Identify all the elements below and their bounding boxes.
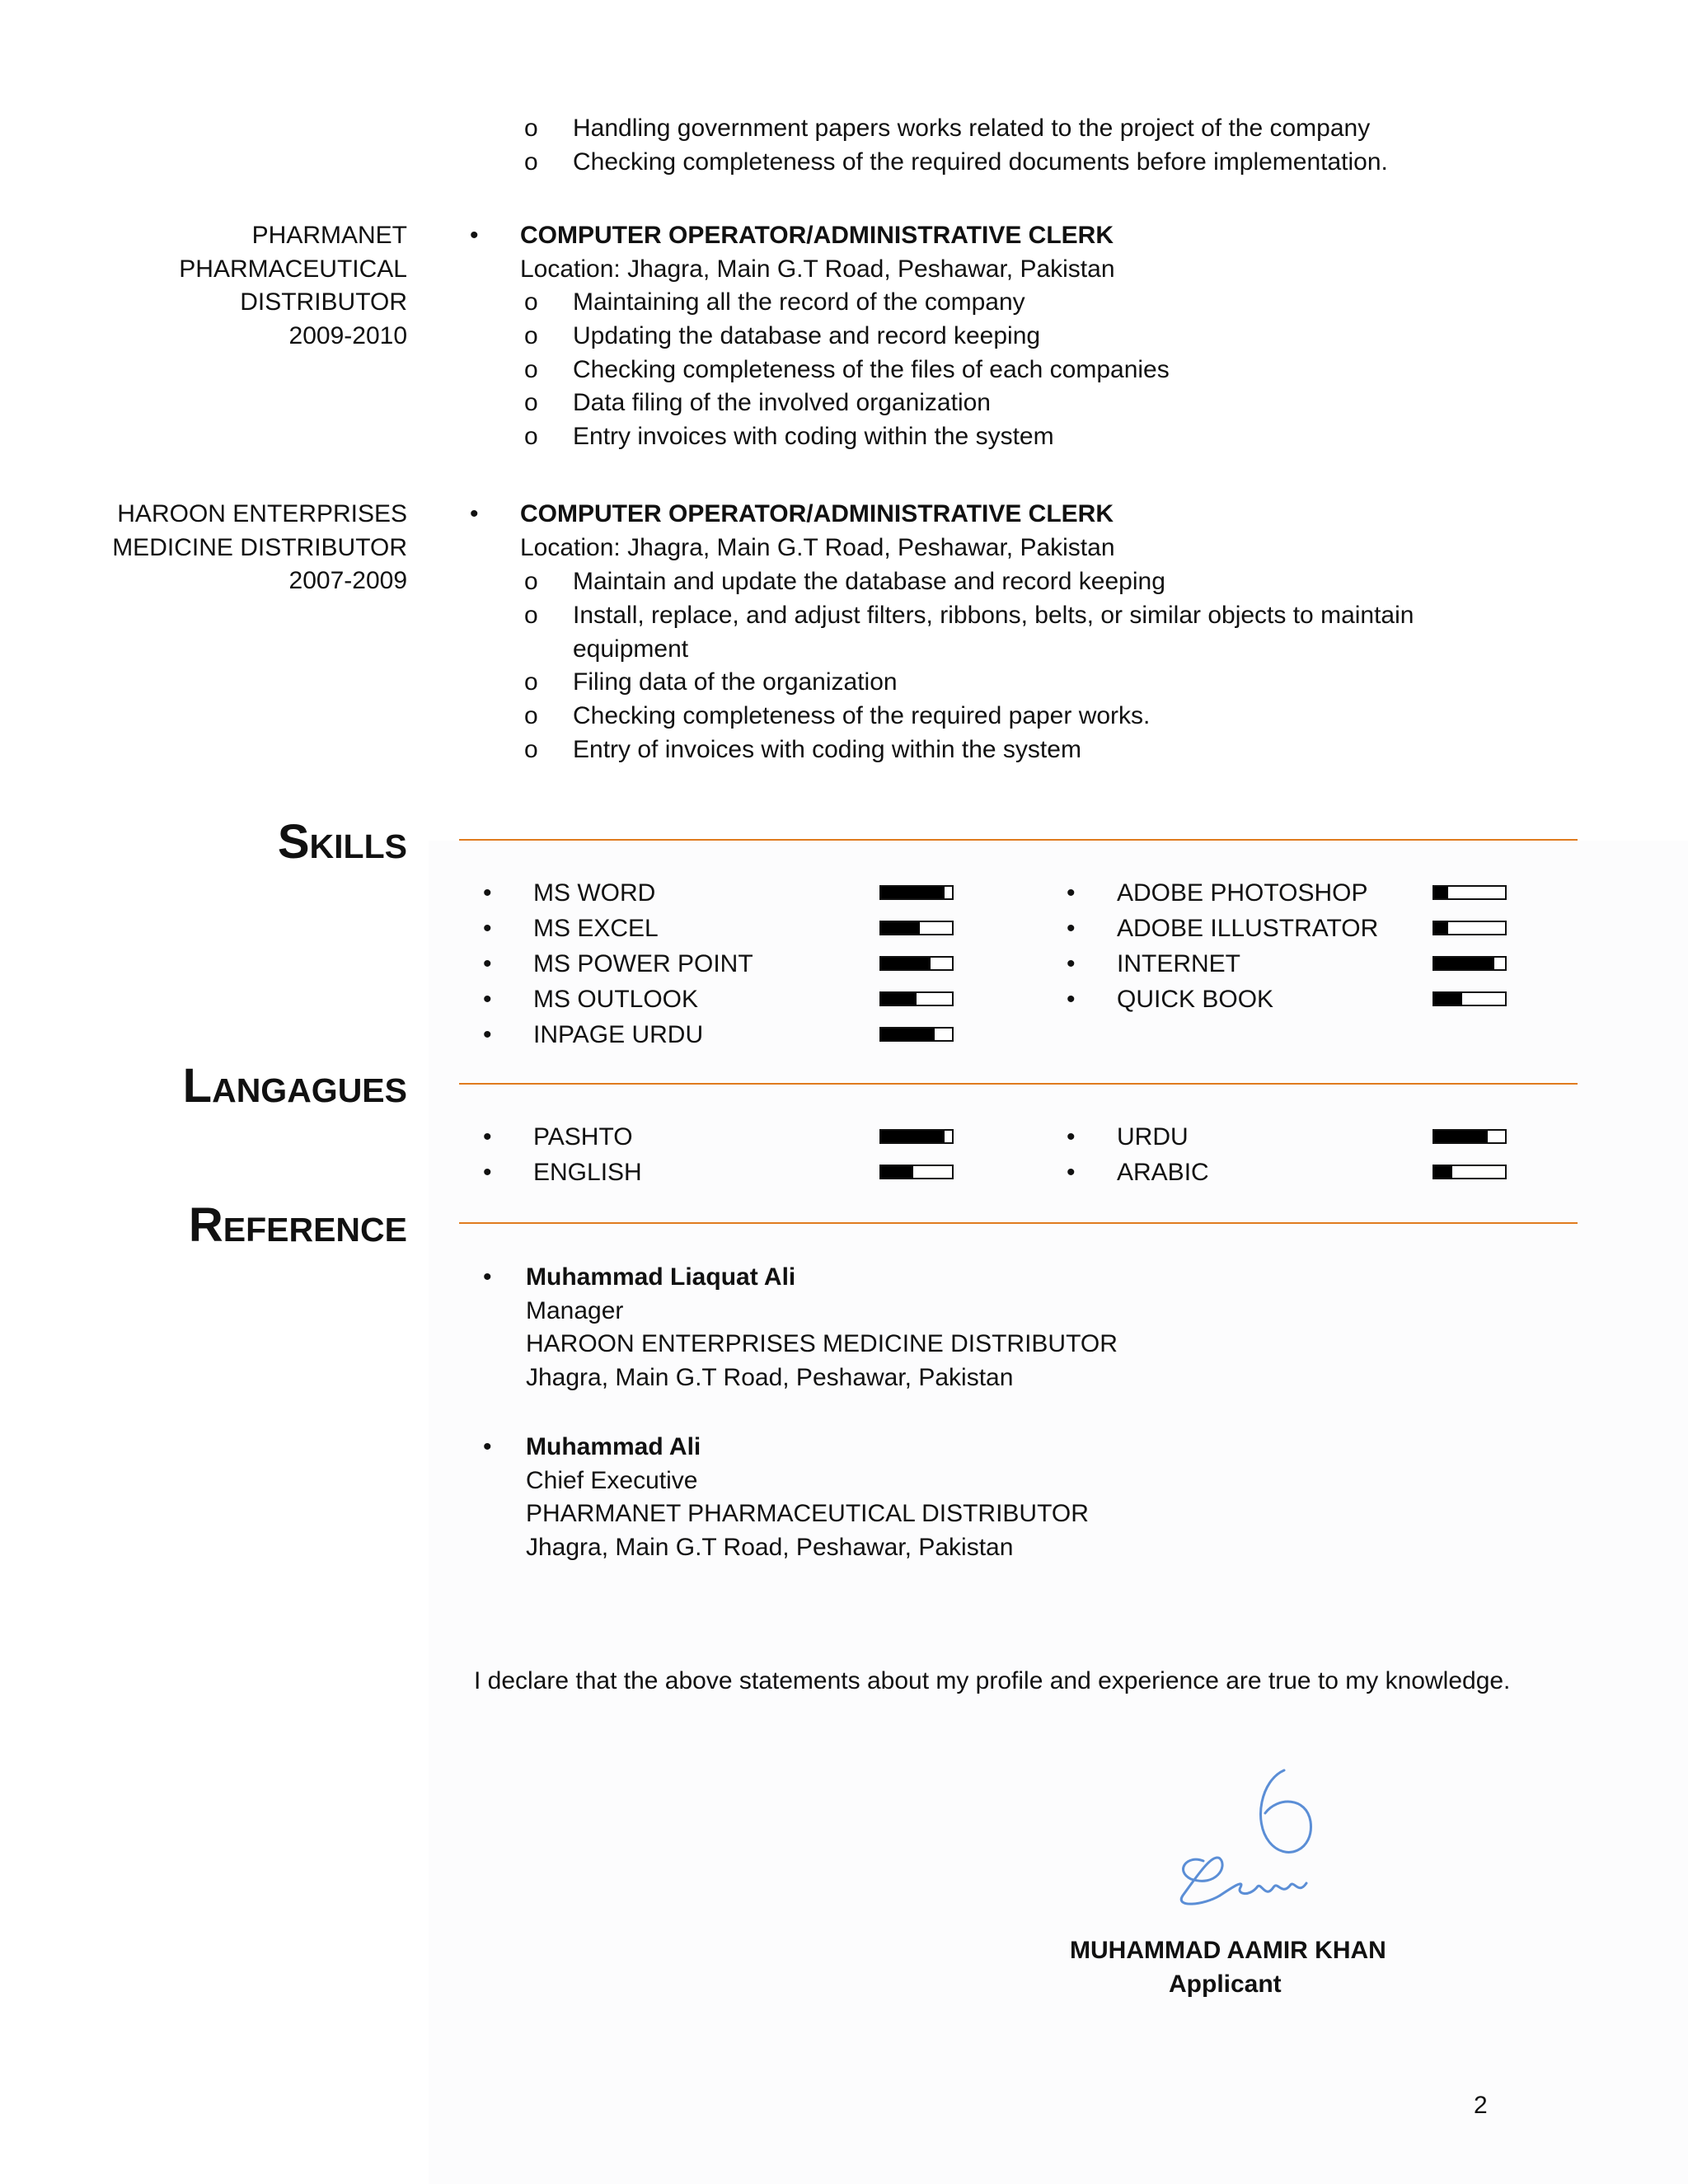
bullet-dot: • bbox=[1067, 950, 1076, 977]
skill-level-fill bbox=[881, 1029, 935, 1040]
duty-item: Entry of invoices with coding within the system bbox=[573, 736, 1081, 763]
section-title-languages: Langagues bbox=[182, 1059, 407, 1113]
skill-level-bar bbox=[879, 921, 954, 935]
duty-item: Filing data of the organization bbox=[573, 668, 898, 696]
duty-item: Maintain and update the database and record keeping bbox=[573, 568, 1165, 595]
language-name: URDU bbox=[1117, 1123, 1189, 1151]
employment-years: 2009-2010 bbox=[288, 322, 407, 350]
language-level-bar bbox=[1432, 1129, 1507, 1144]
skill-name: ADOBE ILLUSTRATOR bbox=[1117, 915, 1379, 942]
reference-address: Jhagra, Main G.T Road, Peshawar, Pakistan bbox=[526, 1534, 1014, 1561]
skill-name: MS POWER POINT bbox=[533, 950, 753, 977]
applicant-name: MUHAMMAD AAMIR KHAN bbox=[1070, 1937, 1386, 1964]
bullet-dot: • bbox=[1067, 1159, 1076, 1186]
hollow-bullet: o bbox=[524, 668, 538, 696]
employment-years: 2007-2009 bbox=[288, 567, 407, 595]
language-level-fill bbox=[881, 1131, 945, 1142]
employer-line: PHARMACEUTICAL bbox=[179, 255, 407, 283]
employer-line: PHARMANET bbox=[251, 222, 407, 249]
duty-item: Install, replace, and adjust filters, ribbons, belts, or similar objects to maintain bbox=[573, 602, 1414, 629]
job-title: COMPUTER OPERATOR/ADMINISTRATIVE CLERK bbox=[520, 500, 1114, 527]
bullet-dot: • bbox=[483, 986, 492, 1013]
hollow-bullet: o bbox=[524, 736, 538, 763]
hollow-bullet: o bbox=[524, 148, 538, 176]
duty-item: Data filing of the involved organization bbox=[573, 389, 991, 416]
skill-name: INTERNET bbox=[1117, 950, 1240, 977]
bullet-dot: • bbox=[1067, 986, 1076, 1013]
language-level-fill bbox=[881, 1166, 913, 1178]
language-level-bar bbox=[879, 1165, 954, 1179]
page-number: 2 bbox=[1474, 2092, 1488, 2119]
bullet-dot: • bbox=[1067, 1123, 1076, 1151]
hollow-bullet: o bbox=[524, 288, 538, 316]
handwritten-signature bbox=[1170, 1764, 1335, 1929]
employer-block-haroon bbox=[0, 498, 407, 598]
skill-name: ADOBE PHOTOSHOP bbox=[1117, 879, 1368, 907]
hollow-bullet: o bbox=[524, 702, 538, 729]
reference-address: Jhagra, Main G.T Road, Peshawar, Pakistan bbox=[526, 1364, 1014, 1391]
skill-level-bar bbox=[879, 956, 954, 971]
hollow-bullet: o bbox=[524, 356, 538, 383]
skill-name: MS OUTLOOK bbox=[533, 986, 699, 1013]
bullet-dot: • bbox=[483, 915, 492, 942]
section-title-reference: Reference bbox=[188, 1198, 407, 1252]
employer-line: HAROON ENTERPRISES bbox=[117, 500, 407, 527]
language-name: ENGLISH bbox=[533, 1159, 642, 1186]
skill-name: MS EXCEL bbox=[533, 915, 659, 942]
skill-level-fill bbox=[1434, 958, 1494, 969]
section-title-skills: Skills bbox=[277, 815, 407, 869]
job-location: Location: Jhagra, Main G.T Road, Peshawar, Pakistan bbox=[520, 534, 1115, 561]
reference-company: HAROON ENTERPRISES MEDICINE DISTRIBUTOR bbox=[526, 1330, 1118, 1357]
employer-line: DISTRIBUTOR bbox=[240, 288, 407, 316]
hollow-bullet: o bbox=[524, 602, 538, 629]
skill-level-fill bbox=[881, 958, 931, 969]
job-title: COMPUTER OPERATOR/ADMINISTRATIVE CLERK bbox=[520, 222, 1114, 249]
hollow-bullet: o bbox=[524, 423, 538, 450]
language-level-fill bbox=[1434, 1131, 1488, 1142]
bullet-dot: • bbox=[470, 500, 479, 527]
bullet-dot: • bbox=[483, 950, 492, 977]
bullet-dot: • bbox=[483, 1263, 492, 1291]
skill-level-fill bbox=[1434, 993, 1462, 1005]
skill-level-fill bbox=[881, 993, 917, 1005]
employer-line: MEDICINE DISTRIBUTOR bbox=[112, 533, 407, 561]
skill-name: INPAGE URDU bbox=[533, 1021, 704, 1048]
reference-name: Muhammad Ali bbox=[526, 1433, 701, 1460]
reference-position: Manager bbox=[526, 1297, 624, 1324]
skill-level-fill bbox=[881, 922, 920, 934]
duty-item: Maintaining all the record of the company bbox=[573, 288, 1025, 316]
declaration-text: I declare that the above statements about my profile and experience are true to my knowledge. bbox=[474, 1667, 1511, 1694]
language-level-bar bbox=[879, 1129, 954, 1144]
duty-item: Checking completeness of the required paper works. bbox=[573, 702, 1151, 729]
hollow-bullet: o bbox=[524, 115, 538, 142]
language-level-bar bbox=[1432, 1165, 1507, 1179]
section-divider bbox=[459, 1083, 1578, 1085]
job-location: Location: Jhagra, Main G.T Road, Peshawar, Pakistan bbox=[520, 255, 1115, 283]
hollow-bullet: o bbox=[524, 568, 538, 595]
section-divider bbox=[459, 1222, 1578, 1224]
reference-name: Muhammad Liaquat Ali bbox=[526, 1263, 796, 1291]
bullet-dot: • bbox=[483, 1021, 492, 1048]
skill-level-bar bbox=[879, 885, 954, 900]
bullet-dot: • bbox=[483, 1159, 492, 1186]
skill-level-fill bbox=[881, 887, 945, 898]
skill-name: MS WORD bbox=[533, 879, 656, 907]
skill-level-fill bbox=[1434, 887, 1448, 898]
signature-strokes bbox=[1181, 1770, 1311, 1904]
duty-item-continuation: equipment bbox=[573, 635, 689, 663]
language-name: ARABIC bbox=[1117, 1159, 1209, 1186]
skill-level-bar bbox=[879, 1027, 954, 1042]
duty-item: Handling government papers works related to the project of the company bbox=[573, 115, 1371, 142]
duty-item: Checking completeness of the required documents before implementation. bbox=[573, 148, 1388, 176]
skill-level-bar bbox=[1432, 956, 1507, 971]
skill-level-fill bbox=[1434, 922, 1448, 934]
bullet-dot: • bbox=[1067, 879, 1076, 907]
skill-level-bar bbox=[879, 991, 954, 1006]
reference-company: PHARMANET PHARMACEUTICAL DISTRIBUTOR bbox=[526, 1500, 1089, 1527]
skill-level-bar bbox=[1432, 991, 1507, 1006]
duty-item: Entry invoices with coding within the system bbox=[573, 423, 1054, 450]
applicant-role: Applicant bbox=[1169, 1971, 1282, 1998]
bullet-dot: • bbox=[470, 222, 479, 249]
reference-position: Chief Executive bbox=[526, 1467, 698, 1494]
bullet-dot: • bbox=[483, 879, 492, 907]
hollow-bullet: o bbox=[524, 322, 538, 349]
bullet-dot: • bbox=[1067, 915, 1076, 942]
language-name: PASHTO bbox=[533, 1123, 633, 1151]
skill-level-bar bbox=[1432, 921, 1507, 935]
bullet-dot: • bbox=[483, 1433, 492, 1460]
section-divider bbox=[459, 839, 1578, 841]
hollow-bullet: o bbox=[524, 389, 538, 416]
bullet-dot: • bbox=[483, 1123, 492, 1151]
employer-block-pharmanet bbox=[0, 219, 407, 354]
duty-item: Checking completeness of the files of each companies bbox=[573, 356, 1170, 383]
skill-name: QUICK BOOK bbox=[1117, 986, 1274, 1013]
duty-item: Updating the database and record keeping bbox=[573, 322, 1041, 349]
language-level-fill bbox=[1434, 1166, 1452, 1178]
skill-level-bar bbox=[1432, 885, 1507, 900]
